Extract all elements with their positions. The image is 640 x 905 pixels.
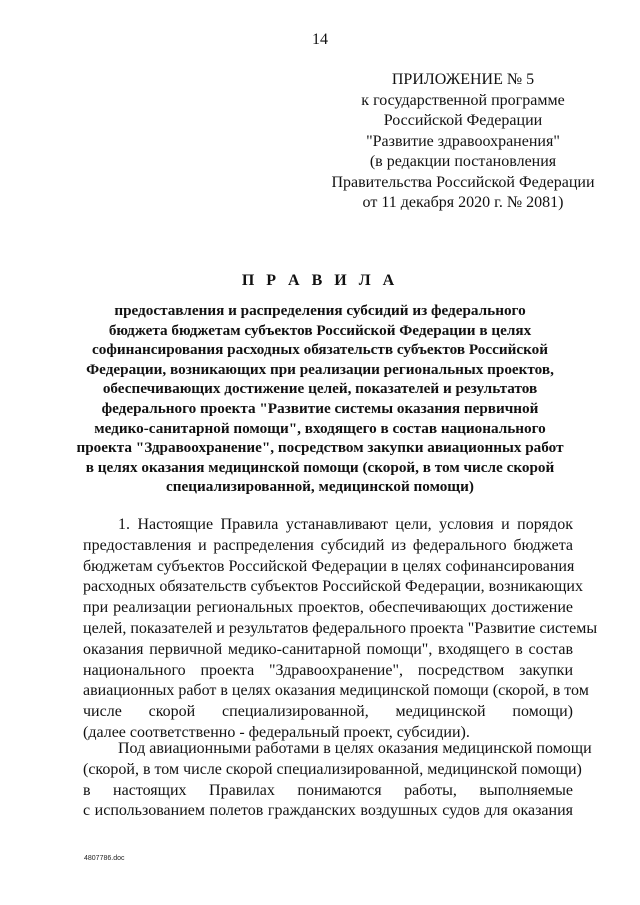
paragraph-line: авиационных работ в целях оказания медицинской помощи (скорой, в том (83, 682, 589, 700)
paragraph-line: (скорой, в том числе скорой специализированной, медицинской помощи) (83, 760, 582, 778)
subtitle-line: специализированной, медицинской помощи) (166, 478, 474, 496)
paragraph-line: числе скорой специализированной, медицинской помощи) (83, 703, 573, 721)
paragraph-line: 1. Настоящие Правила устанавливают цели, условия и порядок (118, 516, 573, 533)
subtitle-line: Федерации, возникающих при реализации региональных проектов, (86, 360, 554, 378)
paragraph-line: при реализации региональных проектов, обеспечивающих достижение (83, 599, 573, 617)
paragraph-line: оказания первичной медико-санитарной помощи", входящего в состав (83, 640, 573, 658)
paragraph-line: расходных обязательств субъектов Российской Федерации, возникающих (83, 578, 583, 596)
file-name-footer: 4807786.doc (84, 855, 125, 862)
subtitle-line: в целях оказания медицинской помощи (скорой, в том числе скорой (85, 458, 555, 476)
paragraph-2 (83, 739, 592, 822)
paragraph-line: бюджетам субъектов Российской Федерации в целях софинансирования (83, 557, 575, 575)
paragraph-1 (83, 515, 598, 744)
annex-line: ПРИЛОЖЕНИЕ № 5 (391, 71, 535, 88)
subtitle-line: бюджета бюджетам субъектов Российской Федерации в целях (108, 321, 532, 339)
annex-line: "Развитие здравоохранения" (366, 132, 560, 150)
paragraph-line: в настоящих Правилах понимаются работы, выполняемые (83, 781, 573, 799)
paragraph-line: (далее соответственно - федеральный проект, субсидии). (83, 723, 470, 741)
subtitle-line: софинансирования расходных обязательств субъектов Российской (92, 341, 548, 359)
annex-line: Российской Федерации (383, 112, 543, 129)
document-title: П Р А В И Л А (241, 272, 399, 289)
annex-line: (в редакции постановления (369, 153, 557, 170)
document-subtitle (60, 301, 580, 497)
subtitle-line: обеспечивающих достижение целей, показателей и результатов (102, 380, 538, 398)
annex-line: Правительства Российской Федерации (331, 173, 595, 191)
subtitle-line: предоставления и распределения субсидий из федерального (114, 302, 526, 319)
paragraph-line: национального проекта "Здравоохранение", посредством закупки (83, 661, 573, 679)
annex-header (298, 70, 628, 214)
paragraph-line: предоставления и распределения субсидий из федерального бюджета (83, 536, 573, 554)
paragraph-line: с использованием полетов гражданских воздушных судов для оказания (83, 802, 573, 820)
annex-line: от 11 декабря 2020 г. № 2081) (362, 194, 564, 211)
paragraph-line: Под авиационными работами в целях оказания медицинской помощи (118, 740, 592, 757)
subtitle-line: медико-санитарной помощи", входящего в состав национального (94, 419, 546, 437)
paragraph-line: целей, показателей и результатов федерального проекта "Развитие системы (83, 619, 598, 637)
page-number: 14 (312, 31, 328, 48)
annex-line: к государственной программе (361, 91, 565, 109)
subtitle-line: проекта "Здравоохранение", посредством закупки авиационных работ (76, 439, 564, 457)
subtitle-line: федерального проекта "Развитие системы оказания первичной (101, 399, 539, 417)
